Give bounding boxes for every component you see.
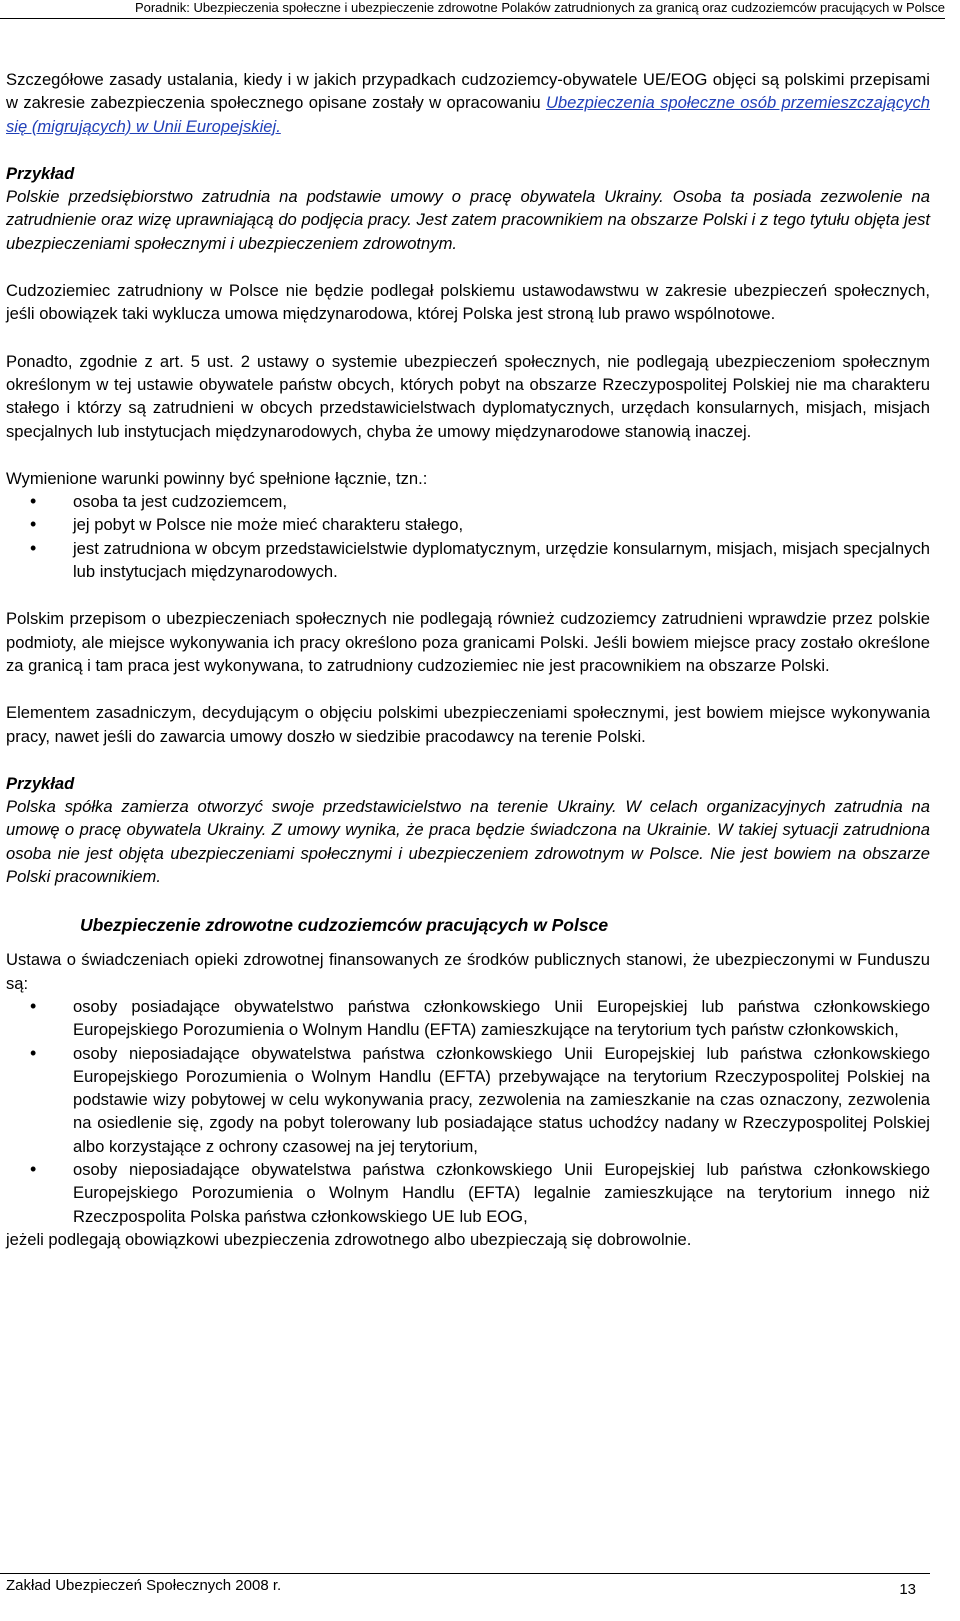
list-item: • jej pobyt w Polsce nie może mieć charakteru stałego, <box>6 513 930 536</box>
example-title: Przykład <box>6 773 75 793</box>
footer-publisher: Zakład Ubezpieczeń Społecznych 2008 r. <box>6 1577 282 1594</box>
list-item: • osoby nieposiadające obywatelstwa państwa członkowskiego Unii Europejskiej lub państwa członkowskiego Europejskiego Porozumienia o Wolnym Handlu (EFTA) legalnie zamieszkujące na terytorium innego niż Rzeczpospolita Polska państwa członkowskiego UE lub EOG, <box>6 1158 930 1228</box>
paragraph-conditions-intro: Wymienione warunki powinny być spełnione łącznie, tzn.: <box>6 468 428 488</box>
example-block-2 <box>6 772 930 888</box>
paragraph-abroad: Polskim przepisom o ubezpieczeniach społecznych nie podlegają również cudzoziemcy zatrudnieni wprawdzie przez polskie podmioty, ale miejsce wykonywania ich pracy określono poza granicami Polski. Jeśli bowiem miejsce pracy zostało określone za granicą i tam praca jest wykonywana, to zatrudniony cudzoziemiec nie jest pracownikiem na obszarze Polski. <box>6 609 930 675</box>
example-title: Przykład <box>6 163 75 183</box>
paragraph-exclusion: Cudzoziemiec zatrudniony w Polsce nie będzie podlegał polskiemu ustawodawstwu w zakresie ubezpieczeń społecznych, jeśli obowiązek taki wyklucza umowa międzynarodowa, której Polska jest stroną lub prawo wspólnotowe. <box>6 281 930 324</box>
page-content <box>6 68 930 1275</box>
paragraph-eu-rules <box>6 68 930 138</box>
paragraph-workplace: Elementem zasadniczym, decydującym o objęciu polskimi ubezpieczeniami społecznymi, jest bowiem miejsce wykonywania pracy, nawet jeśli do zawarcia umowy doszło w siedzibie pracodawcy na terenie Polski. <box>6 703 930 746</box>
paragraph-text: Szczegółowe zasady ustalania, kiedy i w jakich przypadkach cudzoziemcy-obywatele UE/EOG objęci są polskimi przepisami w zakresie zabezpieczenia społecznego opisane zostały w opracowaniu <box>6 70 930 113</box>
insured-list <box>6 995 930 1228</box>
page-number: 13 <box>899 1581 916 1598</box>
publication-link[interactable]: Ubezpieczenia społeczne osób przemieszczających się (migrujących) w Unii Europejskiej. <box>6 93 930 136</box>
running-header: Poradnik: Ubezpieczenia społeczne i ubezpieczenie zdrowotne Polaków zatrudnionych za granicą oraz cudzoziemców pracujących w Polsce <box>0 0 945 19</box>
list-item: • osoby nieposiadające obywatelstwa państwa członkowskiego Unii Europejskiej lub państwa członkowskiego Europejskiego Porozumienia o Wolnym Handlu (EFTA) przebywające na terytorium Rzeczypospolitej Polskiej na podstawie wizy pobytowej w celu wykonywania pracy, zezwolenia na zamieszkanie na czas oznaczony, zezwolenia na osiedlenie się, zgody na pobyt tolerowany lub posiadające status uchodźcy nadany w Rzeczypospolitej Polskiej albo korzystające z ochrony czasowej na jej terytorium, <box>6 1042 930 1158</box>
list-item: • osoba ta jest cudzoziemcem, <box>6 490 930 513</box>
paragraph-insured-intro: Ustawa o świadczeniach opieki zdrowotnej finansowanych ze środków publicznych stanowi, że ubezpieczonymi w Funduszu są: <box>6 950 930 993</box>
list-item: • jest zatrudniona w obcym przedstawicielstwie dyplomatycznym, urzędzie konsularnym, misjach, misjach specjalnych lub instytucjach międzynarodowych. <box>6 537 930 584</box>
list-item: • osoby posiadające obywatelstwo państwa członkowskiego Unii Europejskiej lub państwa członkowskiego Europejskiego Porozumienia o Wolnym Handlu (EFTA) zamieszkujące na terytorium tych państw członkowskich, <box>6 995 930 1042</box>
example-block-1 <box>6 162 930 255</box>
conditions-list <box>6 490 930 583</box>
section-heading: Ubezpieczenie zdrowotne cudzoziemców pracujących w Polsce <box>80 915 609 936</box>
page-footer <box>0 1573 930 1598</box>
example-text: Polska spółka zamierza otworzyć swoje przedstawicielstwo na terenie Ukrainy. W celach organizacyjnych zatrudnia na umowę o pracę obywatela Ukrainy. Z umowy wynika, że praca będzie świadczona na Ukrainie. W takiej sytuacji zatrudniona osoba nie jest objęta ubezpieczeniami społecznymi i ubezpieczeniem zdrowotnym w Polsce. Nie jest bowiem na obszarze Polski pracownikiem. <box>6 797 930 887</box>
paragraph-art5: Ponadto, zgodnie z art. 5 ust. 2 ustawy o systemie ubezpieczeń społecznych, nie podlegają ubezpieczeniom społecznym określonym w tej ustawie obywatele państw obcych, których pobyt na obszarze Rzeczypospolitej Polskiej nie ma charakteru stałego i którzy są zatrudnieni w obcych przedstawicielstwach dyplomatycznych, urzędach konsularnych, misjach, misjach specjalnych lub instytucjach międzynarodowych, chyba że umowy międzynarodowe stanowią inaczej. <box>6 351 930 441</box>
example-text: Polskie przedsiębiorstwo zatrudnia na podstawie umowy o pracę obywatela Ukrainy. Osoba ta posiada zezwolenie na zatrudnienie oraz wizę uprawniającą do podjęcia pracy. Jest zatem pracownikiem na obszarze Polski i z tego tytułu objęta jest ubezpieczeniami społecznymi i ubezpieczeniem zdrowotnym. <box>6 187 930 253</box>
paragraph-insured-outro: jeżeli podlegają obowiązkowi ubezpieczenia zdrowotnego albo ubezpieczają się dobrowolnie. <box>6 1229 692 1249</box>
